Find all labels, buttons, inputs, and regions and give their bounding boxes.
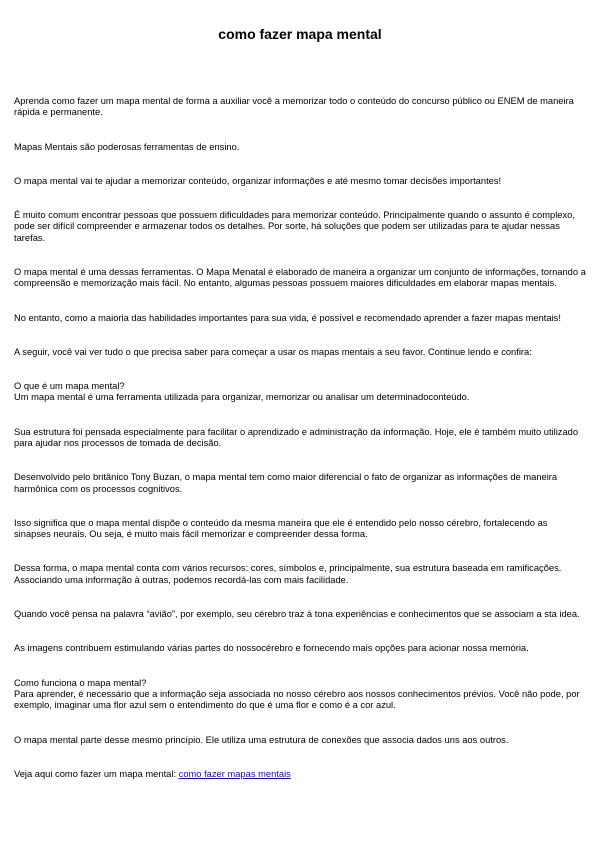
- section-heading: Como funciona o mapa mental?: [14, 677, 147, 688]
- paragraph: O mapa mental é uma dessas ferramentas. O Mapa Menatal é elaborado de maneira a organizar um conjunto de informações, tornando a compreensão e memorização mais fácil. No entanto, algumas pessoas possuem maiores dificuldades em elaborar mapas mentais.: [14, 267, 586, 289]
- paragraph: O mapa mental vai te ajudar a memorizar conteúdo, organizar informações e até mesmo tomar decisões importantes!: [14, 175, 502, 186]
- paragraph: As imagens contribuem estimulando várias partes do nossocérebro e fornecendo mais opções para acionar nossa memória.: [14, 643, 529, 654]
- paragraph: A seguir, você vai ver tudo o que precisa saber para começar a usar os mapas mentais a seu favor. Continue lendo e confira:: [14, 346, 532, 357]
- paragraph: O mapa mental parte desse mesmo princípio. Ele utiliza uma estrutura de conexões que associa dados uns aos outros.: [14, 734, 509, 745]
- paragraph: Sua estrutura foi pensada especialmente para facilitar o aprendizado e administração da informação. Hoje, ele é também muito utilizado para ajudar nos processos de tomada de decisão.: [14, 426, 579, 449]
- closing-text: Veja aqui como fazer um mapa mental:: [14, 768, 179, 779]
- paragraph: Quando você pensa na palavra “avião”, por exemplo, seu cérebro traz à tona experiências e conhecimentos que se associam a sta idea.: [14, 609, 580, 620]
- paragraph: Mapas Mentais são poderosas ferramentas de ensino.: [14, 141, 240, 152]
- mapas-mentais-link[interactable]: como fazer mapas mentais: [178, 768, 291, 779]
- paragraph: Para aprender, é necessário que a informação seja associada no nosso cérebro aos nossos conhecimentos prévios. Você não pode, por exemplo, imaginar uma flor azul sem o entendimento do que é uma flor e como é a cor azul.: [14, 688, 580, 711]
- closing-paragraph: [14, 769, 586, 780]
- paragraph: Isso significa que o mapa mental dispõe o conteúdo da mesma maneira que ele é entendido pelo nosso cérebro, fortalecendo as sinapses neurais. Ou seja, é muito mais fácil memorizar e compreender dessa forma.: [14, 517, 548, 540]
- page-title: como fazer mapa mental: [218, 26, 382, 42]
- paragraph: Dessa forma, o mapa mental conta com vários recursos: cores, símbolos e, principalmente, sua estrutura baseada em ramificações. Associando uma informação à outras, podemos recordá-las com mais facilidade.: [14, 563, 562, 585]
- paragraph: É muito comum encontrar pessoas que possuem dificuldades para memorizar conteúdo. Principalmente quando o assunto é complexo, pode ser difícil compreender e armazenar todos os detalhes. Por sorte, há soluções que podem ser utilizadas para te ajudar nessas tarefas.: [14, 210, 575, 243]
- paragraph-intro: Aprenda como fazer um mapa mental de forma a auxiliar você a memorizar todo o conteúdo do concurso público ou ENEM de maneira rápida e permanente.: [14, 96, 574, 118]
- paragraph: Um mapa mental é uma ferramenta utilizada para organizar, memorizar ou analisar um determinadoconteúdo.: [14, 392, 470, 403]
- document-body: [14, 96, 586, 780]
- paragraph: No entanto, como a maioria das habilidades importantes para sua vida, é possível e recomendado aprender a fazer mapas mentais!: [14, 312, 561, 323]
- paragraph: Desenvolvido pelo britânico Tony Buzan, o mapa mental tem como maior diferencial o fato de organizar as informações de maneira harmônica com os processos cognitivos.: [14, 472, 558, 494]
- section-heading: O que é um mapa mental?: [14, 381, 125, 392]
